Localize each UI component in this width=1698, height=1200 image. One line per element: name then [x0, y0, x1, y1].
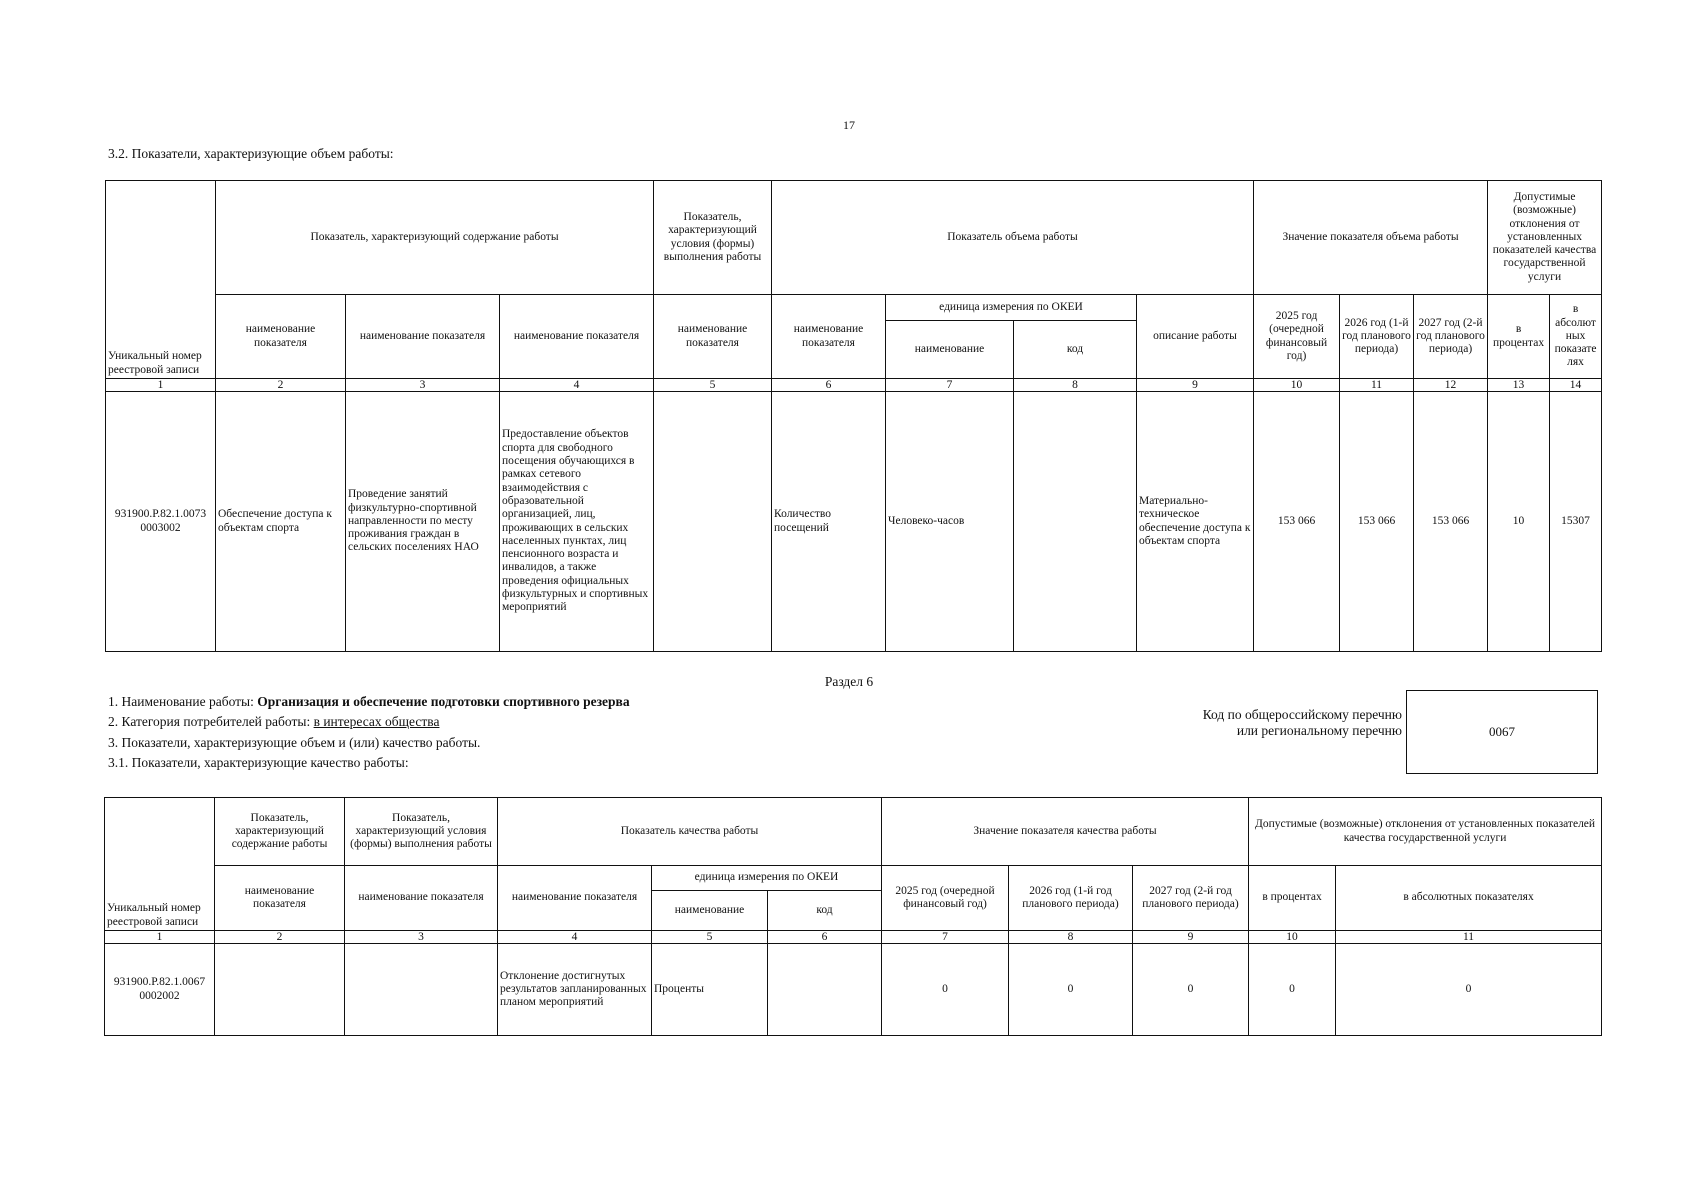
cell-content-description: Предоставление объектов спорта для свободного посещения обучающихся в рамках сетевого взаимодействия с образовательной организацией, лиц, проживающих в сельских населенных пунктах, лиц пенсионного возраста и инвалидов, а также проведения официальных физкультурных и спортивных мероприятий	[500, 392, 654, 652]
column-number: 10	[1249, 931, 1336, 944]
column-number: 9	[1137, 379, 1254, 392]
header-content-indicator: Показатель, характеризующий содержание работы	[215, 798, 345, 866]
column-number: 7	[882, 931, 1009, 944]
cell-value-2027: 0	[1133, 944, 1249, 1036]
subheader-year-2025: 2025 год (очередной финансовый год)	[882, 866, 1009, 931]
column-number: 6	[768, 931, 882, 944]
column-number: 2	[216, 379, 346, 392]
subheader-okei: единица измерения по ОКЕИ	[886, 295, 1137, 321]
indicators-heading: 3. Показатели, характеризующие объем и (или) качество работы.	[108, 735, 481, 750]
column-number: 3	[346, 379, 500, 392]
header-content-indicator: Показатель, характеризующий содержание работы	[216, 181, 654, 295]
column-number: 11	[1336, 931, 1602, 944]
consumer-category-value: в интересах общества	[313, 714, 440, 729]
column-number: 13	[1488, 379, 1550, 392]
subheader-name: наименование показателя	[346, 295, 500, 379]
cell-unit-name: Человеко-часов	[886, 392, 1014, 652]
section-3-2-title: 3.2. Показатели, характеризующие объем работы:	[108, 146, 394, 161]
cell-deviation-percent: 10	[1488, 392, 1550, 652]
column-number: 11	[1340, 379, 1414, 392]
subheader-deviation-absolute: в абсолют ных показате лях	[1550, 295, 1602, 379]
cell-value-2026: 153 066	[1340, 392, 1414, 652]
section-6-title: Раздел 6	[824, 674, 874, 689]
cell-content-indicator: Проведение занятий физкультурно-спортивной направленности по месту проживания граждан в сельских поселениях НАО	[346, 392, 500, 652]
cell-content-name	[215, 944, 345, 1036]
subheader-name: наименование показателя	[654, 295, 772, 379]
cell-unit-name: Проценты	[652, 944, 768, 1036]
subheader-year-2027: 2027 год (2-й год планового периода)	[1414, 295, 1488, 379]
column-number: 14	[1550, 379, 1602, 392]
cell-value-2027: 153 066	[1414, 392, 1488, 652]
cell-deviation-absolute: 0	[1336, 944, 1602, 1036]
subheader-name: наименование показателя	[772, 295, 886, 379]
column-number: 1	[106, 379, 216, 392]
cell-conditions	[654, 392, 772, 652]
column-number: 4	[500, 379, 654, 392]
work-name-value: Организация и обеспечение подготовки спортивного резерва	[257, 694, 630, 709]
header-deviation: Допустимые (возможные) отклонения от установленных показателей качества государственной услуги	[1249, 798, 1602, 866]
consumer-category-line	[108, 714, 439, 730]
subheader-name: наименование показателя	[500, 295, 654, 379]
header-conditions-indicator: Показатель, характеризующий условия (формы) выполнения работы	[654, 181, 772, 295]
subheader-name: наименование показателя	[215, 866, 345, 931]
work-name-line	[108, 694, 630, 710]
column-number: 7	[886, 379, 1014, 392]
cell-unique-number: 931900.Р.82.1.0073 0003002	[106, 392, 216, 652]
cell-value-2025: 0	[882, 944, 1009, 1036]
column-number: 8	[1009, 931, 1133, 944]
subheader-year-2026: 2026 год (1-й год планового периода)	[1340, 295, 1414, 379]
subheader-deviation-percent: в процентах	[1249, 866, 1336, 931]
column-number: 6	[772, 379, 886, 392]
subheader-year-2026: 2026 год (1-й год планового периода)	[1009, 866, 1133, 931]
cell-unit-code	[1014, 392, 1137, 652]
header-unique-number: Уникальный номер реестровой записи	[105, 798, 215, 931]
registry-code-value: 0067	[1406, 690, 1598, 774]
column-number: 3	[345, 931, 498, 944]
subheader-name: наименование показателя	[345, 866, 498, 931]
subheader-deviation-absolute: в абсолютных показателях	[1336, 866, 1602, 931]
consumer-category-label: 2. Категория потребителей работы:	[108, 714, 314, 729]
subheader-name: наименование показателя	[498, 866, 652, 931]
cell-unique-number: 931900.Р.82.1.0067 0002002	[105, 944, 215, 1036]
subheader-year-2027: 2027 год (2-й год планового периода)	[1133, 866, 1249, 931]
header-conditions-indicator: Показатель, характеризующий условия (формы) выполнения работы	[345, 798, 498, 866]
header-volume-indicator: Показатель объема работы	[772, 181, 1254, 295]
cell-content-name: Обеспечение доступа к объектам спорта	[216, 392, 346, 652]
cell-deviation-absolute: 15307	[1550, 392, 1602, 652]
subheader-year-2025: 2025 год (очередной финансовый год)	[1254, 295, 1340, 379]
column-number: 12	[1414, 379, 1488, 392]
header-quality-value: Значение показателя качества работы	[882, 798, 1249, 866]
header-volume-value: Значение показателя объема работы	[1254, 181, 1488, 295]
subheader-okei-code: код	[768, 891, 882, 931]
work-name-label: 1. Наименование работы:	[108, 694, 258, 709]
cell-unit-code	[768, 944, 882, 1036]
column-number: 1	[105, 931, 215, 944]
column-number: 5	[654, 379, 772, 392]
cell-conditions	[345, 944, 498, 1036]
subheader-name: наименование показателя	[216, 295, 346, 379]
column-number: 8	[1014, 379, 1137, 392]
cell-volume-indicator: Количество посещений	[772, 392, 886, 652]
header-unique-number: Уникальный номер реестровой записи	[106, 181, 216, 379]
column-number: 9	[1133, 931, 1249, 944]
column-number: 2	[215, 931, 345, 944]
column-number: 5	[652, 931, 768, 944]
page-number: 17	[843, 118, 855, 132]
cell-value-2025: 153 066	[1254, 392, 1340, 652]
cell-deviation-percent: 0	[1249, 944, 1336, 1036]
subheader-okei: единица измерения по ОКЕИ	[652, 866, 882, 891]
subheader-okei-name: наименование	[886, 321, 1014, 379]
header-deviation: Допустимые (возможные) отклонения от установленных показателей качества государственной услуги	[1488, 181, 1602, 295]
subheader-description: описание работы	[1137, 295, 1254, 379]
cell-value-2026: 0	[1009, 944, 1133, 1036]
cell-quality-indicator: Отклонение достигнутых результатов запланированных планом мероприятий	[498, 944, 652, 1036]
registry-code-label: Код по общероссийскому перечню или региональному перечню	[1202, 707, 1402, 738]
subheader-deviation-percent: в процентах	[1488, 295, 1550, 379]
volume-table	[105, 180, 1602, 652]
quality-indicators-heading: 3.1. Показатели, характеризующие качество работы:	[108, 755, 409, 770]
column-number: 4	[498, 931, 652, 944]
column-number: 10	[1254, 379, 1340, 392]
subheader-okei-name: наименование	[652, 891, 768, 931]
cell-work-description: Материально-техническое обеспечение доступа к объектам спорта	[1137, 392, 1254, 652]
quality-table	[104, 797, 1602, 1036]
header-quality-indicator: Показатель качества работы	[498, 798, 882, 866]
subheader-okei-code: код	[1014, 321, 1137, 379]
